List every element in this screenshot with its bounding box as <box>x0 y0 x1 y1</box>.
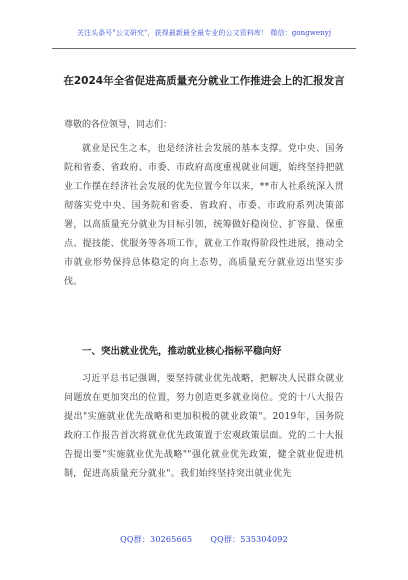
body-paragraph: 就业是民生之本，也是经济社会发展的基本支撑。党中央、国务院和省委、省政府、市委、市政府高度重视就业问题，始终坚持把就业工作摆在经济社会发展的优先位置今年以来，**市人社系统深入贯彻落实党中央、国务院和省委、省政府、市委、市政府系列决策部署，以高质量充分就业为目标引领，统筹做好稳岗位、扩容量、保重点、提技能、优服务等各项工作，就业工作取得阶段性进展，推动全市就业形势保持总体稳定的向上态势，高质量充分就业迈出坚实步伐。 <box>64 144 344 287</box>
document-title: 在2024年全省促进高质量充分就业工作推进会上的汇报发言 <box>63 75 345 87</box>
salutation: 尊敬的各位领导，同志们： <box>64 120 173 130</box>
header-divider <box>52 48 356 49</box>
section-paragraph: 习近平总书记强调，要坚持就业优先战略，把解决人民群众就业问题放在更加突出的位置，努力创造更多就业岗位。党的十八大报告提出"实施就业优先战略和更加积极的就业政策"。2019年，国务院政府工作报告首次将就业优先政策置于宏观政策层面。党的二十大报告提出要"实施就业优先战略""强化就业优先政策，健全就业促进机制，促进高质量充分就业"。我们始终坚持突出就业优先 <box>64 374 344 479</box>
footer-qq-group-2: QQ群：535304092 <box>210 535 288 544</box>
section-heading: 一、突出就业优先，推动就业核心指标平稳向好 <box>82 346 282 357</box>
footer-qq-group-1: QQ群：30265665 <box>120 535 193 544</box>
footer-contacts <box>0 534 408 545</box>
header-banner: 关注头条号"公文研究"，获得最新最全最专业的公文资料库！ 微信：gongwenyj <box>76 29 332 37</box>
